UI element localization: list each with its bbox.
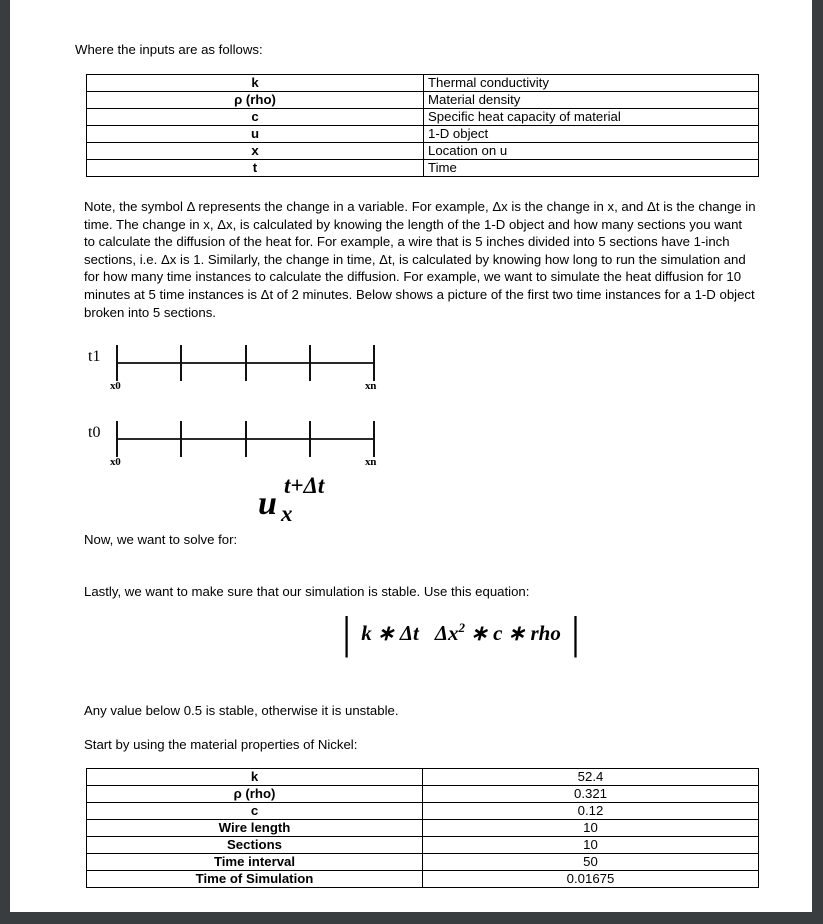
table-row <box>87 92 759 109</box>
abs-bar-left: | <box>342 607 352 658</box>
nickel-property-cell: ρ (rho) <box>87 786 423 803</box>
table-row <box>87 75 759 92</box>
timeline-tick <box>373 345 375 381</box>
start-line: Start by using the material properties of Nickel: <box>84 737 358 752</box>
body-text: represents the change in a variable. For example, <box>194 199 493 214</box>
emphasis-text: x, and Δt is the change in time <box>84 199 756 232</box>
body-text: . <box>394 703 399 718</box>
lead-line: Where the inputs are as follows: <box>75 42 263 57</box>
nickel-property-cell: Time of Simulation <box>87 871 423 888</box>
input-symbol-cell: t <box>87 160 424 177</box>
nickel-value-cell: 0.01675 <box>423 871 759 888</box>
nickel-value-cell: 10 <box>423 820 759 837</box>
timeline-tick <box>309 421 311 457</box>
emphasis-text: Δ <box>186 199 195 214</box>
body-text: Any value below <box>84 703 184 718</box>
table-row <box>87 837 759 854</box>
formula-u-subscript-text: x <box>281 501 293 526</box>
emphasis-text: Δx <box>492 199 508 214</box>
input-description-cell: 1-D object <box>424 126 759 143</box>
body-text: Note, the symbol <box>84 199 187 214</box>
table-row <box>87 803 759 820</box>
body-text: . Similarly, the change in time, <box>200 251 380 267</box>
formula-u-superscript-text: t+Δt <box>284 473 325 498</box>
table-row <box>87 820 759 837</box>
timeline-row <box>80 416 410 474</box>
nickel-property-cell: k <box>87 769 423 786</box>
input-symbol-cell: ρ (rho) <box>87 92 424 109</box>
solve-for-line: Now, we want to solve for: <box>84 532 238 547</box>
input-symbol-cell: u <box>87 126 424 143</box>
formula-stability <box>338 607 584 658</box>
input-description-cell: Time <box>424 160 759 177</box>
body-text: is <box>202 703 219 718</box>
note-paragraph <box>84 198 756 321</box>
table-row <box>87 143 759 160</box>
nickel-value-cell: 10 <box>423 837 759 854</box>
timeline-tick <box>180 345 182 381</box>
emphasis-text: 0.5 <box>183 703 203 718</box>
body-text: of 2 minutes. Below shows a picture of the first two time instances for a 1-D object broken into 5 sections. <box>84 286 755 320</box>
timeline-end-label: xn <box>365 456 377 468</box>
body-text: is the change in <box>507 199 608 214</box>
timeline-tick <box>116 345 118 381</box>
emphasis-text: Δt <box>260 286 274 302</box>
timeline-tick <box>373 421 375 457</box>
table-row <box>87 160 759 177</box>
timeline-tick <box>309 345 311 381</box>
stability-denominator <box>429 620 567 645</box>
document-page <box>10 0 812 912</box>
emphasis-text: unstable <box>345 703 395 718</box>
nickel-property-cell: Wire length <box>87 820 423 837</box>
timeline-tick <box>116 421 118 457</box>
inputs-table-body <box>87 75 759 177</box>
inputs-table <box>86 74 759 177</box>
input-symbol-cell: x <box>87 143 424 160</box>
timeline-time-label: t0 <box>88 424 101 441</box>
nickel-property-cell: c <box>87 803 423 820</box>
emphasis-text: Δt, <box>379 251 396 267</box>
table-row <box>87 109 759 126</box>
nickel-value-cell: 0.321 <box>423 786 759 803</box>
nickel-property-cell: Sections <box>87 837 423 854</box>
emphasis-text: Δx, <box>217 216 237 232</box>
abs-bar-right: | <box>570 607 581 658</box>
nickel-property-cell: Time interval <box>87 854 423 871</box>
timeline-tick <box>180 421 182 457</box>
table-row <box>87 854 759 871</box>
nickel-value-cell: 52.4 <box>423 769 759 786</box>
nickel-properties-table <box>86 768 759 888</box>
nickel-value-cell: 0.12 <box>423 803 759 820</box>
body-text: , otherwise it is <box>254 703 345 718</box>
input-description-cell: Specific heat capacity of material <box>424 109 759 126</box>
timeline-row <box>80 340 410 398</box>
emphasis-text: stable <box>218 703 255 718</box>
denominator-prefix: Δx <box>434 621 459 645</box>
nickel-table-body <box>87 769 759 888</box>
nickel-value-cell: 50 <box>423 854 759 871</box>
denominator-exponent: 2 <box>458 620 465 635</box>
table-row <box>87 786 759 803</box>
timeline-tick <box>245 421 247 457</box>
lastly-line: Lastly, we want to make sure that our simulation is stable. Use this equation: <box>84 584 530 599</box>
stability-numerator: k ∗ Δt <box>361 621 419 645</box>
input-symbol-cell: k <box>87 75 424 92</box>
timeline-time-label: t1 <box>88 348 101 365</box>
timeline-end-label: xn <box>365 380 377 392</box>
input-description-cell: Material density <box>424 92 759 109</box>
stable-paragraph <box>84 702 399 720</box>
body-text: is calculated by knowing how long to run the simulation and for how many time instances to calculate the diffusion. For example, we want to simulate the heat diffusion for 10 minutes at 5 time instances is <box>84 251 746 302</box>
stability-fraction <box>355 620 567 646</box>
input-description-cell: Thermal conductivity <box>424 75 759 92</box>
table-row <box>87 769 759 786</box>
table-row <box>87 126 759 143</box>
formula-u-superscript <box>258 473 325 526</box>
input-symbol-cell: c <box>87 109 424 126</box>
time-instance-diagram <box>80 340 410 475</box>
formula-u-base: u <box>258 485 277 522</box>
table-row <box>87 871 759 888</box>
timeline-start-label: x0 <box>110 380 121 392</box>
emphasis-text: Δx is 1 <box>160 251 201 267</box>
timeline-tick <box>245 345 247 381</box>
denominator-suffix: ∗ c ∗ rho <box>465 621 561 645</box>
body-text: . The change in x, <box>108 216 218 232</box>
body-text: is calculated by knowing the length of the 1-D object and how many sections you want to calculate the diffusion of the heat for. For example, a wire that is 5 inches divided into 5 sections have 1-inch sections, i.e. <box>84 216 743 267</box>
timeline-start-label: x0 <box>110 456 121 468</box>
input-description-cell: Location on u <box>424 143 759 160</box>
